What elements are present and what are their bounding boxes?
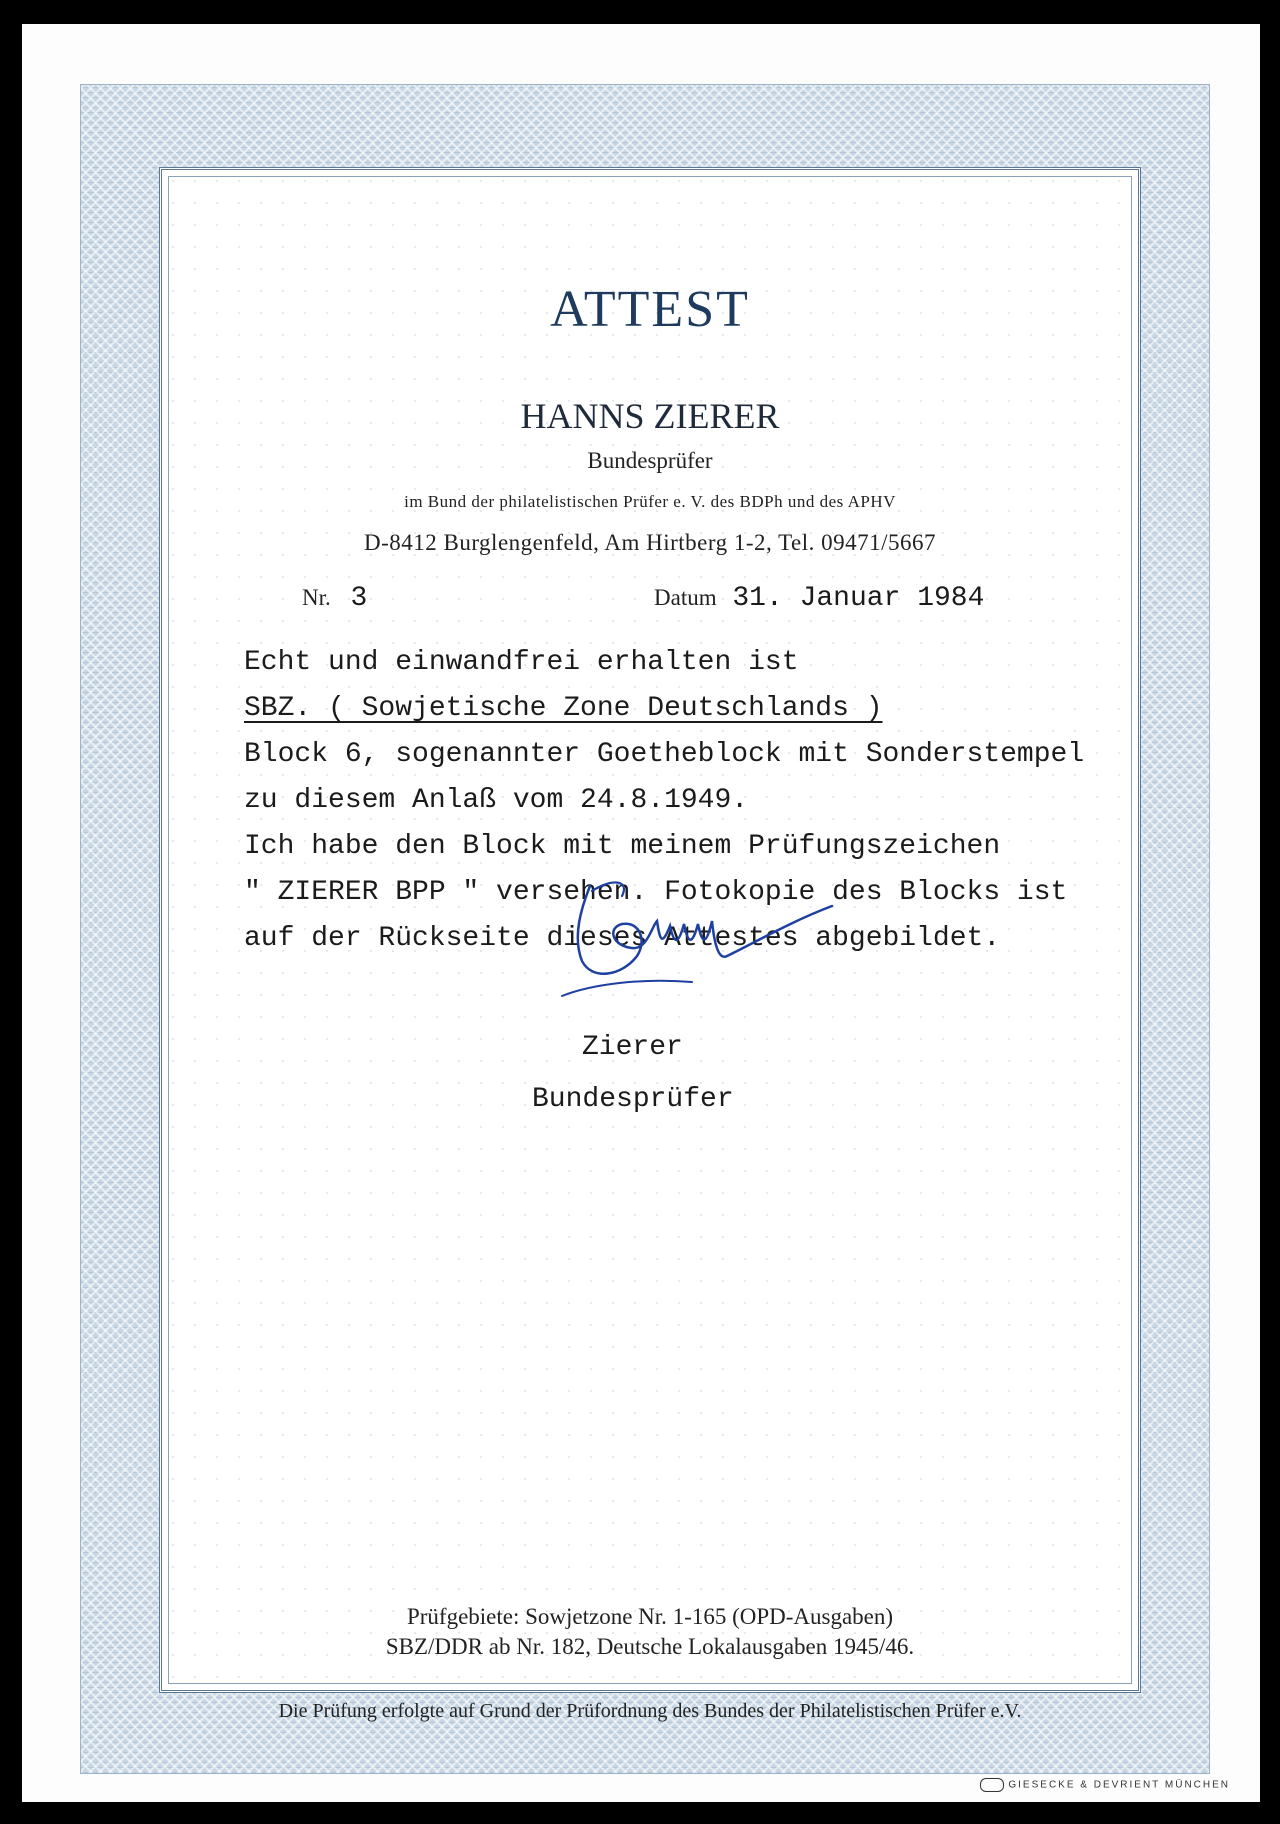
certificate-number bbox=[302, 583, 367, 614]
fields-line: SBZ/DDR ab Nr. 182, Deutsche Lokalausgaben 1945/46. bbox=[385, 1634, 915, 1659]
body-line: " ZIERER BPP " versehen. Fotokopie des Blocks ist bbox=[244, 877, 1068, 908]
examination-fields bbox=[162, 1602, 1138, 1662]
examination-statement: Die Prüfung erfolgte auf Grund der Prüfordnung des Bundes der Philatelistischen Prüfer e.V. bbox=[278, 1700, 1022, 1722]
body-line: Block 6, sogenannter Goetheblock mit Sonderstempel bbox=[244, 739, 1085, 770]
date-label: Datum bbox=[654, 585, 717, 610]
handwritten-signature bbox=[552, 866, 842, 1006]
printer-imprint bbox=[980, 1778, 1230, 1792]
certificate-title: ATTEST bbox=[550, 281, 750, 338]
body-line: auf der Rückseite dieses Attestes abgebildet. bbox=[244, 923, 1001, 954]
signer-name: Zierer bbox=[582, 1032, 683, 1063]
certificate-paper bbox=[22, 24, 1260, 1802]
examiner-name: HANNS ZIERER bbox=[520, 396, 780, 436]
guilloche-border bbox=[80, 84, 1210, 1774]
signer-role: Bundesprüfer bbox=[532, 1084, 734, 1115]
fields-line: Prüfgebiete: Sowjetzone Nr. 1-165 (OPD-Ausgaben) bbox=[406, 1604, 894, 1629]
examiner-role: Bundesprüfer bbox=[587, 448, 713, 473]
certificate-date bbox=[654, 583, 984, 614]
body-line: zu diesem Anlaß vom 24.8.1949. bbox=[244, 785, 749, 816]
address-line: D-8412 Burglengenfeld, Am Hirtberg 1-2, Tel. 09471/5667 bbox=[363, 530, 937, 555]
body-line: Echt und einwandfrei erhalten ist bbox=[244, 647, 799, 678]
printer-name: GIESECKE & DEVRIENT MÜNCHEN bbox=[1008, 1779, 1230, 1791]
association-line: im Bund der philatelistischen Prüfer e. V. des BDPh und des APHV bbox=[404, 492, 896, 511]
printer-logo-icon bbox=[980, 1778, 1004, 1792]
number-value: 3 bbox=[350, 583, 368, 614]
body-line-subject: SBZ. ( Sowjetische Zone Deutschlands ) bbox=[244, 693, 883, 724]
date-value: 31. Januar 1984 bbox=[732, 583, 985, 614]
number-label: Nr. bbox=[302, 585, 331, 610]
body-line: Ich habe den Block mit meinem Prüfungszeichen bbox=[244, 831, 1001, 862]
certificate-inner-panel bbox=[159, 167, 1141, 1722]
